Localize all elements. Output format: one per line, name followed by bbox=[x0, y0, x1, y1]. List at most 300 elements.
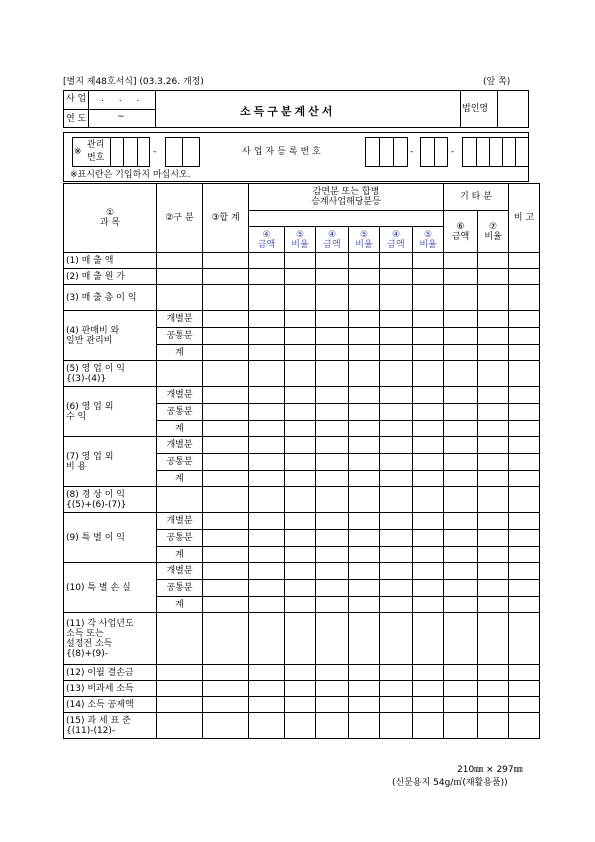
data-cell[interactable] bbox=[249, 361, 285, 387]
bizno-divider bbox=[502, 137, 503, 167]
data-cell[interactable] bbox=[203, 285, 249, 311]
row-label: (1) 매 출 액 bbox=[64, 253, 157, 269]
data-cell[interactable] bbox=[316, 328, 349, 345]
row-label: (5) 영 업 이 익 {(3)-(4)} bbox=[64, 361, 157, 387]
data-cell[interactable] bbox=[203, 665, 249, 681]
data-cell[interactable] bbox=[478, 665, 509, 681]
data-cell[interactable] bbox=[249, 697, 285, 713]
corp-name-field[interactable] bbox=[498, 91, 528, 127]
data-cell[interactable] bbox=[413, 269, 444, 285]
data-cell[interactable] bbox=[444, 454, 478, 471]
data-cell[interactable] bbox=[509, 328, 540, 345]
data-cell[interactable] bbox=[478, 361, 509, 387]
data-cell[interactable] bbox=[478, 328, 509, 345]
data-cell[interactable] bbox=[509, 345, 540, 361]
data-cell[interactable] bbox=[413, 547, 444, 563]
data-cell[interactable] bbox=[509, 269, 540, 285]
data-cell[interactable] bbox=[478, 269, 509, 285]
data-cell[interactable] bbox=[203, 613, 249, 665]
data-cell[interactable] bbox=[203, 253, 249, 269]
data-cell[interactable] bbox=[285, 311, 316, 328]
data-cell[interactable] bbox=[249, 563, 285, 580]
data-cell[interactable] bbox=[413, 253, 444, 269]
reduction-group-line: 감면분 또는 합병 bbox=[312, 187, 380, 197]
year-end-field[interactable]: ~ bbox=[117, 112, 125, 122]
data-cell[interactable] bbox=[249, 404, 285, 421]
data-cell[interactable] bbox=[380, 454, 413, 471]
data-cell[interactable] bbox=[444, 547, 478, 563]
reduction-group-line: 승계사업해당분등 bbox=[311, 197, 381, 207]
data-cell[interactable] bbox=[478, 513, 509, 530]
data-cell[interactable] bbox=[316, 563, 349, 580]
data-cell[interactable] bbox=[478, 613, 509, 665]
data-cell[interactable] bbox=[380, 665, 413, 681]
data-cell[interactable] bbox=[249, 311, 285, 328]
data-cell[interactable] bbox=[478, 713, 509, 739]
data-cell[interactable] bbox=[413, 665, 444, 681]
row-label: (4) 판매비 와 일반 관리비 bbox=[64, 311, 157, 361]
amount4-header bbox=[316, 227, 349, 253]
data-cell[interactable] bbox=[249, 421, 285, 437]
data-cell[interactable] bbox=[285, 404, 316, 421]
data-cell[interactable] bbox=[380, 697, 413, 713]
data-cell[interactable] bbox=[203, 421, 249, 437]
data-cell[interactable] bbox=[413, 613, 444, 665]
data-cell[interactable] bbox=[380, 311, 413, 328]
data-cell[interactable] bbox=[285, 437, 316, 454]
bizno-divider bbox=[393, 137, 394, 167]
data-cell[interactable] bbox=[249, 513, 285, 530]
bizno-field-3[interactable] bbox=[462, 137, 529, 167]
data-cell[interactable] bbox=[285, 361, 316, 387]
data-cell[interactable] bbox=[285, 328, 316, 345]
data-cell[interactable] bbox=[316, 269, 349, 285]
data-cell[interactable] bbox=[444, 513, 478, 530]
data-cell[interactable] bbox=[316, 530, 349, 547]
page-side-label: (앞 쪽) bbox=[483, 77, 511, 87]
bizno-divider bbox=[379, 137, 380, 167]
data-cell[interactable] bbox=[316, 547, 349, 563]
data-cell[interactable] bbox=[203, 404, 249, 421]
row-type: 개별분 bbox=[157, 311, 203, 328]
data-cell[interactable] bbox=[444, 471, 478, 487]
data-cell[interactable] bbox=[316, 597, 349, 613]
blank-header-cell bbox=[249, 211, 444, 227]
total-header: ③합 계 bbox=[203, 184, 249, 253]
data-cell[interactable] bbox=[316, 361, 349, 387]
data-cell[interactable] bbox=[413, 513, 444, 530]
data-cell[interactable] bbox=[285, 681, 316, 697]
data-cell[interactable] bbox=[444, 345, 478, 361]
data-cell[interactable] bbox=[509, 361, 540, 387]
data-cell[interactable] bbox=[249, 253, 285, 269]
mgmt-divider bbox=[123, 137, 124, 167]
data-cell[interactable] bbox=[380, 563, 413, 580]
data-cell[interactable] bbox=[509, 697, 540, 713]
data-cell[interactable] bbox=[380, 421, 413, 437]
data-cell[interactable] bbox=[509, 613, 540, 665]
data-cell[interactable] bbox=[380, 253, 413, 269]
data-cell[interactable] bbox=[203, 597, 249, 613]
data-cell[interactable] bbox=[413, 345, 444, 361]
data-cell[interactable] bbox=[380, 487, 413, 513]
data-cell[interactable] bbox=[249, 328, 285, 345]
row-type: 계 bbox=[157, 597, 203, 613]
data-cell[interactable] bbox=[203, 513, 249, 530]
data-cell[interactable] bbox=[413, 697, 444, 713]
data-cell[interactable] bbox=[316, 345, 349, 361]
data-cell[interactable] bbox=[316, 471, 349, 487]
data-cell[interactable] bbox=[380, 404, 413, 421]
data-cell[interactable] bbox=[316, 681, 349, 697]
data-cell[interactable] bbox=[285, 421, 316, 437]
data-cell[interactable] bbox=[413, 421, 444, 437]
data-cell[interactable] bbox=[444, 665, 478, 681]
data-cell[interactable] bbox=[478, 471, 509, 487]
data-cell[interactable] bbox=[380, 471, 413, 487]
ratio5-header bbox=[349, 227, 380, 253]
data-cell[interactable] bbox=[444, 421, 478, 437]
data-cell[interactable] bbox=[380, 285, 413, 311]
data-cell[interactable] bbox=[249, 613, 285, 665]
data-cell[interactable] bbox=[478, 421, 509, 437]
data-cell[interactable] bbox=[249, 387, 285, 404]
data-cell[interactable] bbox=[478, 437, 509, 454]
data-cell[interactable] bbox=[316, 487, 349, 513]
data-cell[interactable] bbox=[285, 697, 316, 713]
paper-size: 210㎜ × 297㎜ bbox=[457, 765, 523, 775]
data-cell[interactable] bbox=[249, 269, 285, 285]
data-cell[interactable] bbox=[444, 253, 478, 269]
data-cell[interactable] bbox=[349, 471, 380, 487]
data-cell[interactable] bbox=[478, 697, 509, 713]
data-cell[interactable] bbox=[509, 597, 540, 613]
data-cell[interactable] bbox=[444, 713, 478, 739]
data-cell[interactable] bbox=[413, 387, 444, 404]
col-amount-label: 금액 bbox=[257, 239, 276, 250]
data-cell[interactable] bbox=[285, 597, 316, 613]
note-text: ※표시란은 기입하지 마십시오. bbox=[70, 170, 191, 180]
data-cell[interactable] bbox=[509, 563, 540, 580]
data-cell[interactable] bbox=[380, 713, 413, 739]
data-cell[interactable] bbox=[285, 487, 316, 513]
data-cell[interactable] bbox=[285, 454, 316, 471]
data-cell[interactable] bbox=[316, 665, 349, 681]
data-cell[interactable] bbox=[509, 547, 540, 563]
data-cell[interactable] bbox=[349, 437, 380, 454]
data-cell[interactable] bbox=[249, 437, 285, 454]
data-cell[interactable] bbox=[349, 454, 380, 471]
data-cell[interactable] bbox=[349, 404, 380, 421]
data-cell[interactable] bbox=[316, 713, 349, 739]
data-cell[interactable] bbox=[203, 471, 249, 487]
data-cell[interactable] bbox=[413, 454, 444, 471]
type-header: ②구 분 bbox=[157, 184, 203, 253]
table-row bbox=[64, 361, 540, 387]
data-cell[interactable] bbox=[349, 697, 380, 713]
table-row bbox=[64, 613, 540, 665]
data-cell[interactable] bbox=[316, 285, 349, 311]
data-cell[interactable] bbox=[509, 713, 540, 739]
data-cell[interactable] bbox=[509, 487, 540, 513]
data-cell[interactable] bbox=[478, 597, 509, 613]
data-cell[interactable] bbox=[413, 530, 444, 547]
data-cell[interactable] bbox=[349, 345, 380, 361]
data-cell[interactable] bbox=[380, 345, 413, 361]
data-cell[interactable] bbox=[203, 269, 249, 285]
bizno-field-1[interactable] bbox=[365, 137, 408, 167]
data-cell[interactable] bbox=[249, 285, 285, 311]
data-cell[interactable] bbox=[285, 665, 316, 681]
data-cell[interactable] bbox=[349, 361, 380, 387]
subject-header bbox=[64, 184, 157, 253]
data-cell[interactable] bbox=[478, 345, 509, 361]
data-cell[interactable] bbox=[249, 597, 285, 613]
bizno-label: 사업자등록번호 bbox=[242, 147, 324, 157]
data-cell[interactable] bbox=[285, 563, 316, 580]
data-cell[interactable] bbox=[285, 530, 316, 547]
data-cell[interactable] bbox=[203, 530, 249, 547]
data-cell[interactable] bbox=[478, 285, 509, 311]
data-cell[interactable] bbox=[413, 471, 444, 487]
data-cell[interactable] bbox=[249, 487, 285, 513]
data-cell[interactable] bbox=[509, 580, 540, 597]
data-cell[interactable] bbox=[444, 361, 478, 387]
header-divider bbox=[155, 90, 156, 128]
data-cell[interactable] bbox=[349, 530, 380, 547]
data-cell[interactable] bbox=[478, 454, 509, 471]
data-cell[interactable] bbox=[203, 487, 249, 513]
data-cell[interactable] bbox=[316, 697, 349, 713]
data-cell[interactable] bbox=[478, 387, 509, 404]
data-cell[interactable] bbox=[349, 328, 380, 345]
table-body bbox=[64, 253, 540, 739]
data-cell[interactable] bbox=[509, 421, 540, 437]
income-classification-table bbox=[63, 183, 540, 739]
data-cell[interactable] bbox=[316, 437, 349, 454]
data-cell[interactable] bbox=[380, 361, 413, 387]
data-cell[interactable] bbox=[444, 269, 478, 285]
data-cell[interactable] bbox=[380, 387, 413, 404]
data-cell[interactable] bbox=[203, 328, 249, 345]
data-cell[interactable] bbox=[349, 387, 380, 404]
data-cell[interactable] bbox=[285, 285, 316, 311]
data-cell[interactable] bbox=[380, 513, 413, 530]
data-cell[interactable] bbox=[285, 547, 316, 563]
data-cell[interactable] bbox=[203, 454, 249, 471]
year-label: 연 도 bbox=[66, 114, 87, 124]
row-type bbox=[157, 285, 203, 311]
data-cell[interactable] bbox=[444, 697, 478, 713]
data-cell[interactable] bbox=[203, 580, 249, 597]
data-cell[interactable] bbox=[509, 311, 540, 328]
data-cell[interactable] bbox=[413, 361, 444, 387]
data-cell[interactable] bbox=[413, 713, 444, 739]
data-cell[interactable] bbox=[509, 681, 540, 697]
data-cell[interactable] bbox=[444, 387, 478, 404]
data-cell[interactable] bbox=[413, 597, 444, 613]
data-cell[interactable] bbox=[444, 613, 478, 665]
data-cell[interactable] bbox=[478, 681, 509, 697]
data-cell[interactable] bbox=[349, 681, 380, 697]
table-row bbox=[64, 681, 540, 697]
data-cell[interactable] bbox=[349, 269, 380, 285]
form-reference: [별지 제48호서식] (03.3.26. 개정) bbox=[63, 77, 204, 87]
data-cell[interactable] bbox=[509, 471, 540, 487]
data-cell[interactable] bbox=[413, 328, 444, 345]
data-cell[interactable] bbox=[249, 665, 285, 681]
data-cell[interactable] bbox=[478, 404, 509, 421]
row-label: (7) 영 업 외 비 용 bbox=[64, 437, 157, 487]
data-cell[interactable] bbox=[349, 311, 380, 328]
data-cell[interactable] bbox=[444, 563, 478, 580]
data-cell[interactable] bbox=[203, 387, 249, 404]
data-cell[interactable] bbox=[509, 253, 540, 269]
data-cell[interactable] bbox=[413, 311, 444, 328]
data-cell[interactable] bbox=[478, 253, 509, 269]
data-cell[interactable] bbox=[203, 361, 249, 387]
row-type bbox=[157, 697, 203, 713]
data-cell[interactable] bbox=[203, 681, 249, 697]
data-cell[interactable] bbox=[444, 681, 478, 697]
data-cell[interactable] bbox=[285, 513, 316, 530]
data-cell[interactable] bbox=[349, 253, 380, 269]
ratio5-header bbox=[285, 227, 316, 253]
data-cell[interactable] bbox=[380, 547, 413, 563]
data-cell[interactable] bbox=[509, 437, 540, 454]
data-cell[interactable] bbox=[509, 404, 540, 421]
data-cell[interactable] bbox=[249, 345, 285, 361]
data-cell[interactable] bbox=[285, 613, 316, 665]
data-cell[interactable] bbox=[316, 253, 349, 269]
data-cell[interactable] bbox=[285, 253, 316, 269]
data-cell[interactable] bbox=[444, 285, 478, 311]
data-cell[interactable] bbox=[249, 681, 285, 697]
data-cell[interactable] bbox=[285, 713, 316, 739]
data-cell[interactable] bbox=[444, 597, 478, 613]
data-cell[interactable] bbox=[349, 285, 380, 311]
amount6-header bbox=[444, 211, 478, 253]
data-cell[interactable] bbox=[413, 404, 444, 421]
data-cell[interactable] bbox=[203, 697, 249, 713]
data-cell[interactable] bbox=[380, 328, 413, 345]
data-cell[interactable] bbox=[349, 547, 380, 563]
data-cell[interactable] bbox=[349, 563, 380, 580]
data-cell[interactable] bbox=[285, 345, 316, 361]
data-cell[interactable] bbox=[380, 530, 413, 547]
data-cell[interactable] bbox=[249, 454, 285, 471]
data-cell[interactable] bbox=[349, 513, 380, 530]
data-cell[interactable] bbox=[444, 404, 478, 421]
row-type bbox=[157, 665, 203, 681]
data-cell[interactable] bbox=[380, 613, 413, 665]
data-cell[interactable] bbox=[444, 530, 478, 547]
data-cell[interactable] bbox=[249, 530, 285, 547]
data-cell[interactable] bbox=[478, 547, 509, 563]
data-cell[interactable] bbox=[380, 580, 413, 597]
data-cell[interactable] bbox=[316, 311, 349, 328]
amount4-header bbox=[249, 227, 285, 253]
data-cell[interactable] bbox=[316, 454, 349, 471]
data-cell[interactable] bbox=[478, 580, 509, 597]
data-cell[interactable] bbox=[413, 285, 444, 311]
row-label: (11) 각 사업년도 소득 또는 설정전 소득 {(8)+(9)- bbox=[64, 613, 157, 665]
data-cell[interactable] bbox=[380, 681, 413, 697]
data-cell[interactable] bbox=[285, 269, 316, 285]
row-type bbox=[157, 713, 203, 739]
data-cell[interactable] bbox=[203, 437, 249, 454]
data-cell[interactable] bbox=[509, 454, 540, 471]
data-cell[interactable] bbox=[249, 713, 285, 739]
data-cell[interactable] bbox=[413, 563, 444, 580]
data-cell[interactable] bbox=[349, 665, 380, 681]
data-cell[interactable] bbox=[478, 311, 509, 328]
data-cell[interactable] bbox=[413, 681, 444, 697]
data-cell[interactable] bbox=[249, 547, 285, 563]
data-cell[interactable] bbox=[349, 580, 380, 597]
data-cell[interactable] bbox=[349, 487, 380, 513]
data-cell[interactable] bbox=[380, 437, 413, 454]
data-cell[interactable] bbox=[444, 328, 478, 345]
data-cell[interactable] bbox=[509, 665, 540, 681]
data-cell[interactable] bbox=[413, 580, 444, 597]
data-cell[interactable] bbox=[380, 269, 413, 285]
data-cell[interactable] bbox=[316, 387, 349, 404]
data-cell[interactable] bbox=[444, 487, 478, 513]
data-cell[interactable] bbox=[316, 404, 349, 421]
row-type bbox=[157, 269, 203, 285]
year-label: 사 업 bbox=[66, 94, 87, 104]
reduction-group-header bbox=[249, 184, 444, 211]
data-cell[interactable] bbox=[478, 487, 509, 513]
data-cell[interactable] bbox=[509, 285, 540, 311]
row-type: 계 bbox=[157, 547, 203, 563]
subject-label: 과 목 bbox=[99, 218, 121, 228]
col-ratio-label: 비율 bbox=[355, 239, 373, 250]
data-cell[interactable] bbox=[349, 613, 380, 665]
data-cell[interactable] bbox=[413, 437, 444, 454]
data-cell[interactable] bbox=[316, 613, 349, 665]
data-cell[interactable] bbox=[413, 487, 444, 513]
data-cell[interactable] bbox=[203, 311, 249, 328]
data-cell[interactable] bbox=[509, 513, 540, 530]
data-cell[interactable] bbox=[249, 471, 285, 487]
data-cell[interactable] bbox=[444, 437, 478, 454]
data-cell[interactable] bbox=[285, 387, 316, 404]
data-cell[interactable] bbox=[380, 597, 413, 613]
data-cell[interactable] bbox=[316, 513, 349, 530]
data-cell[interactable] bbox=[478, 530, 509, 547]
data-cell[interactable] bbox=[203, 547, 249, 563]
data-cell[interactable] bbox=[349, 597, 380, 613]
data-cell[interactable] bbox=[203, 345, 249, 361]
data-cell[interactable] bbox=[444, 311, 478, 328]
data-cell[interactable] bbox=[316, 580, 349, 597]
data-cell[interactable] bbox=[349, 421, 380, 437]
data-cell[interactable] bbox=[203, 713, 249, 739]
data-cell[interactable] bbox=[249, 580, 285, 597]
data-cell[interactable] bbox=[203, 563, 249, 580]
data-cell[interactable] bbox=[509, 387, 540, 404]
data-cell[interactable] bbox=[509, 530, 540, 547]
data-cell[interactable] bbox=[285, 580, 316, 597]
data-cell[interactable] bbox=[444, 580, 478, 597]
data-cell[interactable] bbox=[285, 471, 316, 487]
data-cell[interactable] bbox=[316, 421, 349, 437]
data-cell[interactable] bbox=[478, 563, 509, 580]
year-start-field[interactable]: . . . bbox=[101, 94, 146, 104]
data-cell[interactable] bbox=[349, 713, 380, 739]
